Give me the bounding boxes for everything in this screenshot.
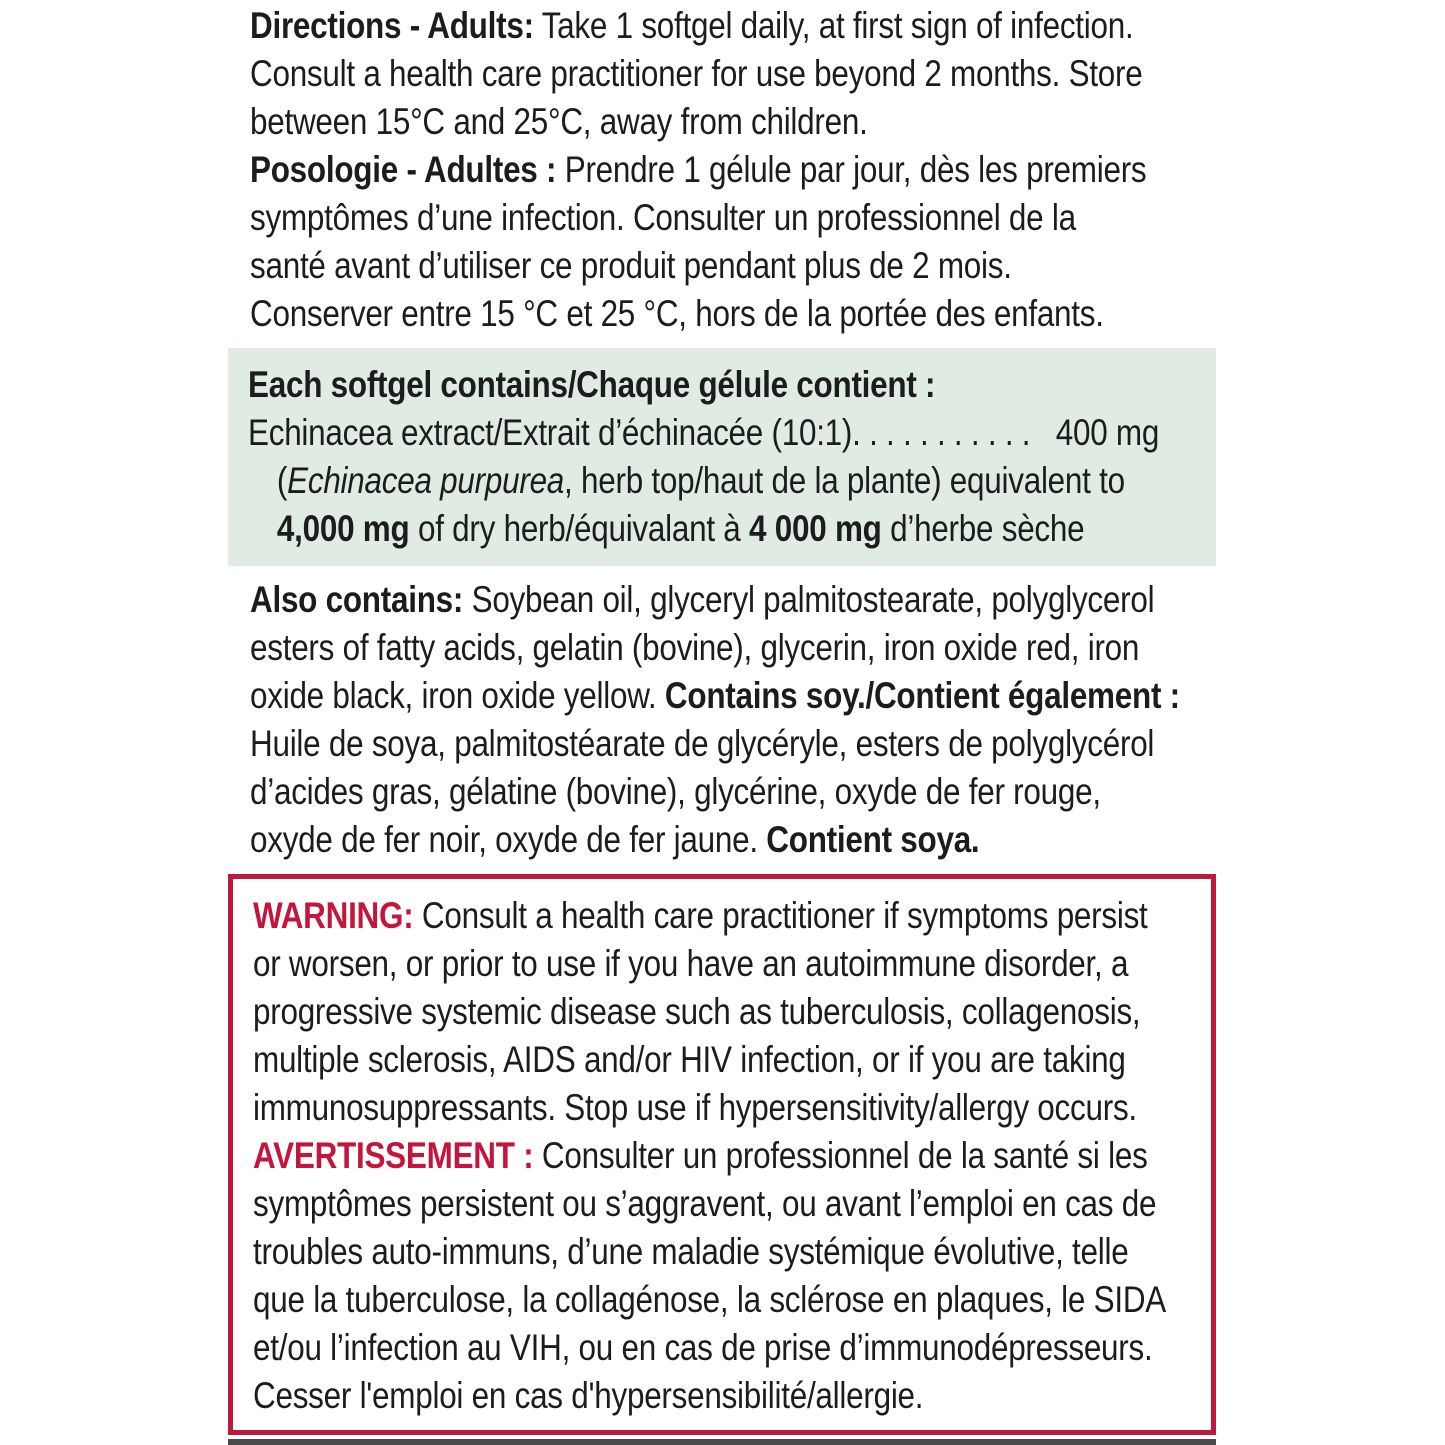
ingredients-text: Each softgel contains/Chaque gélule contient : Echinacea extract/Extrait d’échinacée (10:1). . . . . . . . . . . 400 mg (Echinacea purpurea, herb top/haut de la plante) equivalent to 4,000 mg of dry herb/équivalant à 4 000 mg d’herbe sèche	[248, 364, 1160, 549]
label-bottom-edge-strip	[228, 1439, 1216, 1445]
directions-en-paragraph: Directions - Adults: Take 1 softgel daily, at first sign of infection. Consult a health care practitioner for use beyond 2 months. Store between 15°C and 25°C, away from children.	[250, 5, 1143, 142]
also-contains-paragraph: Also contains: Soybean oil, glyceryl palmitostearate, polyglycerol esters of fatty acids, gelatin (bovine), glycerin, iron oxide red, iron oxide black, iron oxide yellow. Contains soy./Contient également : Huile de soya, palmitostéarate de glycéryle, esters de polyglycérol d’acides gras, gélatine (bovine), glycérine, oxyde de fer rouge, oxyde de fer noir, oxyde de fer jaune. Contient soya.	[250, 579, 1180, 860]
ingredients-panel	[228, 348, 1216, 566]
warning-text: WARNING: Consult a health care practitioner if symptoms persist or worsen, or prior to use if you have an autoimmune disorder, a progressive systemic disease such as tuberculosis, collagenosis, multiple sclerosis, AIDS and/or HIV infection, or if you are taking immunosuppressants. Stop use if hypersensitivity/allergy occurs. AVERTISSEMENT : Consulter un professionnel de la santé si les symptômes persistent ou s’aggravent, ou avant l’emploi en cas de troubles auto-immuns, d’une maladie systémique évolutive, telle que la tuberculose, la collagénose, la sclérose en plaques, le SIDA et/ou l’infection au VIH, ou en cas de prise d’immunodépresseurs. Cesser l'emploi en cas d'hypersensibilité/allergie.	[253, 895, 1167, 1416]
posologie-fr-paragraph: Posologie - Adultes : Prendre 1 gélule par jour, dès les premiers symptômes d’une infection. Consulter un professionnel de la santé avant d’utiliser ce produit pendant plus de 2 mois. Conserver entre 15 °C et 25 °C, hors de la portée des enfants.	[250, 149, 1147, 334]
warning-panel	[228, 874, 1216, 1435]
